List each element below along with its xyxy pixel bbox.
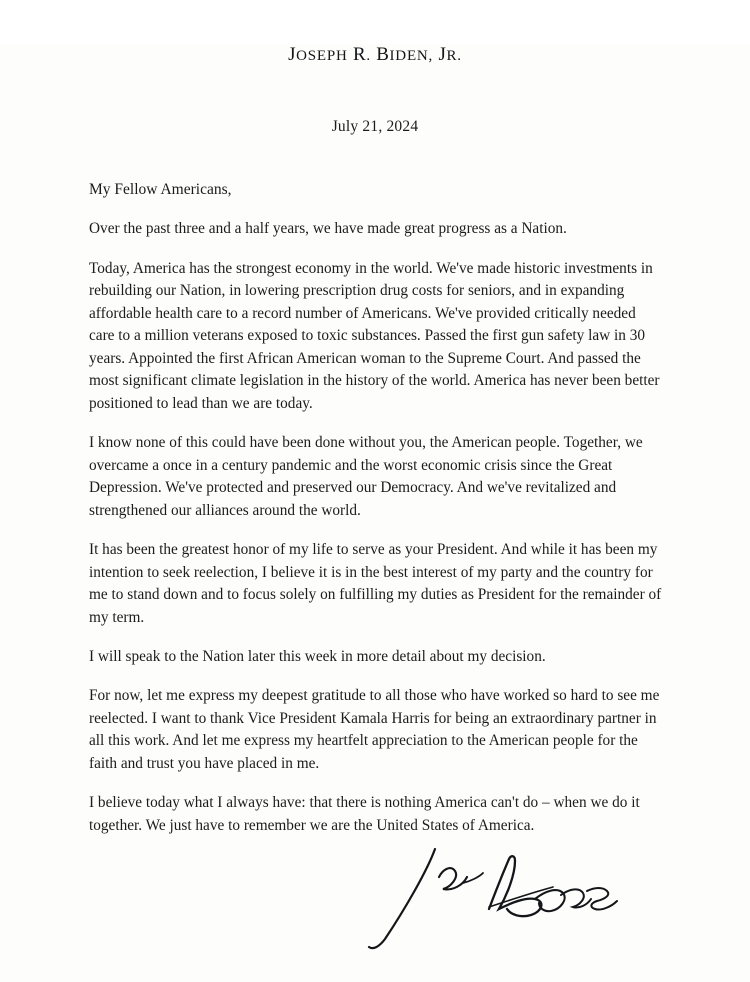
letter-page [0, 44, 750, 982]
paragraph-5: I will speak to the Nation later this week in more detail about my decision. [89, 648, 546, 665]
letterhead-name: JOSEPH R. BIDEN, JR. [288, 44, 462, 65]
paragraph-4: It has been the greatest honor of my life to serve as your President. And while it has been my intention to seek reelection, I believe it is in the best interest of my party and the country for me to stand down and to focus solely on fulfilling my duties as President for the remainder of my term. [89, 541, 662, 626]
paragraph-7: I believe today what I always have: that there is nothing America can't do – when we do it together. We just have to remember we are the United States of America. [89, 794, 640, 834]
letter-date: July 21, 2024 [331, 118, 419, 135]
signature-area [89, 847, 664, 957]
handwritten-signature [339, 847, 629, 957]
letterhead [0, 44, 750, 66]
paragraph-6: For now, let me express my deepest gratitude to all those who have worked so hard to see me reelected. I want to thank Vice President Kamala Harris for being an extraordinary partner in all this work. And let me express my heartfelt appreciation to the American people for the faith and trust you have placed in me. [89, 687, 660, 772]
letter-body [86, 178, 664, 957]
paragraph-3: I know none of this could have been done without you, the American people. Together, we overcame a once in a century pandemic and the worst economic crisis since the Great Depression. We've protected and preserved our Democracy. And we've revitalized and strengthened our alliances around the world. [89, 434, 643, 519]
paragraph-1: Over the past three and a half years, we have made great progress as a Nation. [89, 220, 567, 238]
salutation: My Fellow Americans, [89, 181, 232, 198]
paragraph-2: Today, America has the strongest economy in the world. We've made historic investments in rebuilding our Nation, in lowering prescription drug costs for seniors, and in expanding affordable health care to a record number of Americans. We've provided critically needed care to a million veterans exposed to toxic substances. Passed the first gun safety law in 30 years. Appointed the first African American woman to the Supreme Court. And passed the most significant climate legislation in the history of the world. America has never been better positioned to lead than we are today. [89, 259, 660, 412]
